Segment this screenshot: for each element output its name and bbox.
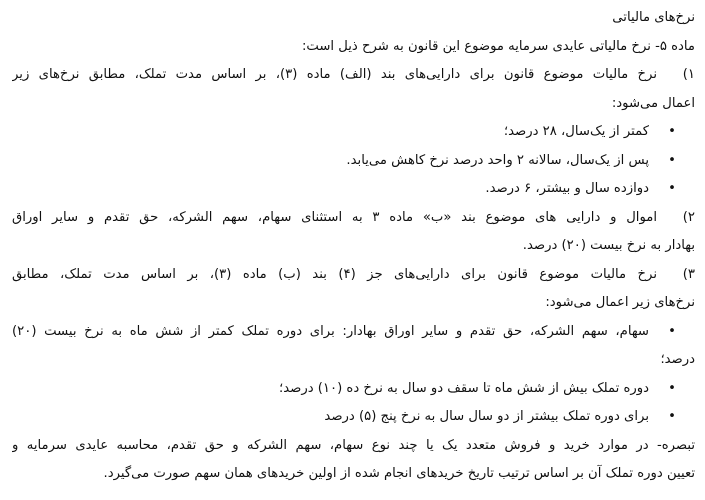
list-item-text: سهام، سهم الشرکه، حق تقدم و سایر اوراق بهادار: برای دوره تملک کمتر از شش ماه به نرخ بیست (۲۰) bbox=[12, 323, 649, 339]
list-item bbox=[12, 118, 695, 147]
bullet-icon: • bbox=[668, 152, 676, 168]
section3-line1 bbox=[12, 261, 695, 290]
bullet-icon: • bbox=[668, 181, 676, 196]
section3-number: ۳) bbox=[682, 266, 695, 282]
list-item bbox=[12, 175, 695, 204]
section3-line2: نرخ‌های زیر اعمال می‌شود: bbox=[545, 295, 695, 310]
section2-number: ۲) bbox=[682, 209, 695, 225]
list-item-text: کمتر از یک‌سال، ۲۸ درصد؛ bbox=[503, 124, 649, 139]
list-item bbox=[12, 318, 695, 347]
list-item-text: برای دوره تملک بیشتر از دو سال سال به نرخ پنج (۵) درصد bbox=[324, 409, 649, 424]
note-line1: تبصره- در موارد خرید و فروش متعدد یک یا چند نوع سهام، سهم الشرکه و حق تقدم، محاسبه عایدی سرمایه و bbox=[12, 437, 695, 453]
list-item-text: دوازده سال و بیشتر، ۶ درصد. bbox=[485, 181, 649, 196]
bullet-icon: • bbox=[668, 323, 676, 339]
section3-text: نرخ مالیات موضوع قانون برای دارایی‌های جز (۴) بند (ب) ماده (۳)، بر اساس مدت تملک، مطابق bbox=[12, 266, 658, 282]
section2-line1 bbox=[12, 204, 695, 233]
bullet-icon: • bbox=[668, 409, 676, 424]
section-heading: نرخ‌های مالیاتی bbox=[612, 10, 695, 25]
note-line2: تعیین دوره تملک آن بر اساس ترتیب تاریخ خریدهای انجام شده از اولین خریدهای همان سهم صورت می‌گیرد. bbox=[103, 466, 695, 481]
bullet-icon: • bbox=[668, 124, 676, 139]
section2-line2: بهادار به نرخ بیست (۲۰) درصد. bbox=[522, 238, 695, 253]
list-item bbox=[12, 147, 695, 176]
article-intro: ماده ۵- نرخ مالیاتی عایدی سرمایه موضوع این قانون به شرح ذیل است: bbox=[301, 38, 695, 54]
list-item-text: دوره تملک بیش از شش ماه تا سقف دو سال به نرخ ده (۱۰) درصد؛ bbox=[279, 380, 649, 396]
section1-line1 bbox=[12, 61, 695, 90]
section1-line2: اعمال می‌شود: bbox=[611, 95, 695, 111]
bullet-icon: • bbox=[668, 380, 676, 396]
section1-number: ۱) bbox=[682, 67, 695, 82]
list-item bbox=[12, 375, 695, 404]
list-item bbox=[12, 403, 695, 432]
section2-text: اموال و دارایی های موضوع بند «ب» ماده ۳ به استثنای سهام، سهم الشرکه، حق تقدم و سایر اوراق bbox=[12, 209, 657, 225]
list-item-text: پس از یک‌سال، سالانه ۲ واحد درصد نرخ کاهش می‌یابد. bbox=[346, 152, 649, 168]
list-item-continuation: درصد؛ bbox=[660, 352, 695, 367]
section1-text: نرخ مالیات موضوع قانون برای دارایی‌های بند (الف) ماده (۳)، بر اساس مدت تملک، مطابق نرخ‌های زیر bbox=[12, 67, 658, 82]
